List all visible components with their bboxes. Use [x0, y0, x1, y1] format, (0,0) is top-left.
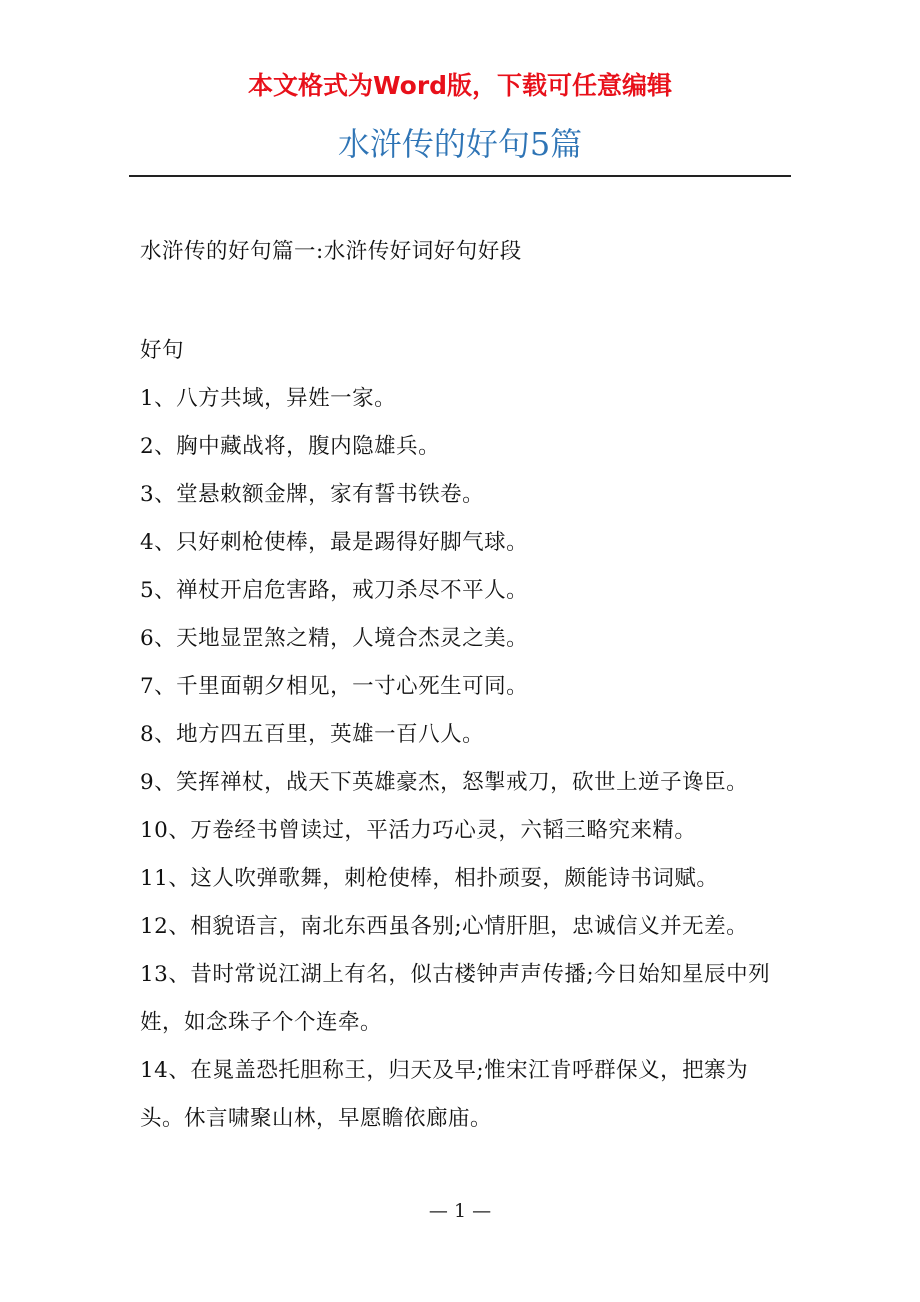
section-heading: 水浒传的好句篇一:水浒传好词好句好段: [140, 239, 522, 264]
list-item: 10、万卷经书曾读过，平活力巧心灵，六韬三略究来精。: [140, 818, 697, 843]
subheading-good-sentences: 好句: [140, 338, 185, 363]
sentence-list: [140, 375, 790, 1143]
list-item: 6、天地显罡煞之精，人境合杰灵之美。: [140, 626, 529, 651]
list-item: 14、在晁盖恐托胆称王，归天及早;惟宋江肯呼群保义，把寨为头。休言啸聚山林，早愿瞻依廊庙。: [140, 1058, 749, 1131]
list-item: 2、胸中藏战将，腹内隐雄兵。: [140, 434, 441, 459]
list-item: 3、堂悬敕额金牌，家有誓书铁卷。: [140, 482, 485, 507]
list-item: 8、地方四五百里，英雄一百八人。: [140, 722, 485, 747]
list-item: 13、昔时常说江湖上有名，似古楼钟声声传播;今日始知星辰中列姓，如念珠子个个连牵。: [140, 962, 771, 1035]
list-item: 5、禅杖开启危害路，戒刀杀尽不平人。: [140, 578, 529, 603]
list-item: 11、这人吹弹歌舞，刺枪使棒，相扑顽耍，颇能诗书词赋。: [140, 866, 719, 891]
title-divider: [129, 175, 791, 177]
document-title: 水浒传的好句5篇: [337, 125, 583, 163]
page-number: — 1 —: [428, 1200, 492, 1222]
list-item: 12、相貌语言，南北东西虽各别;心情肝胆，忠诚信义并无差。: [140, 914, 749, 939]
format-notice-banner: 本文格式为Word版，下载可任意编辑: [247, 71, 673, 100]
list-item: 4、只好刺枪使棒，最是踢得好脚气球。: [140, 530, 529, 555]
list-item: 7、千里面朝夕相见，一寸心死生可同。: [140, 674, 529, 699]
list-item: 1、八方共域，异姓一家。: [140, 386, 397, 411]
list-item: 9、笑挥禅杖，战天下英雄豪杰，怒掣戒刀，砍世上逆子谗臣。: [140, 770, 749, 795]
